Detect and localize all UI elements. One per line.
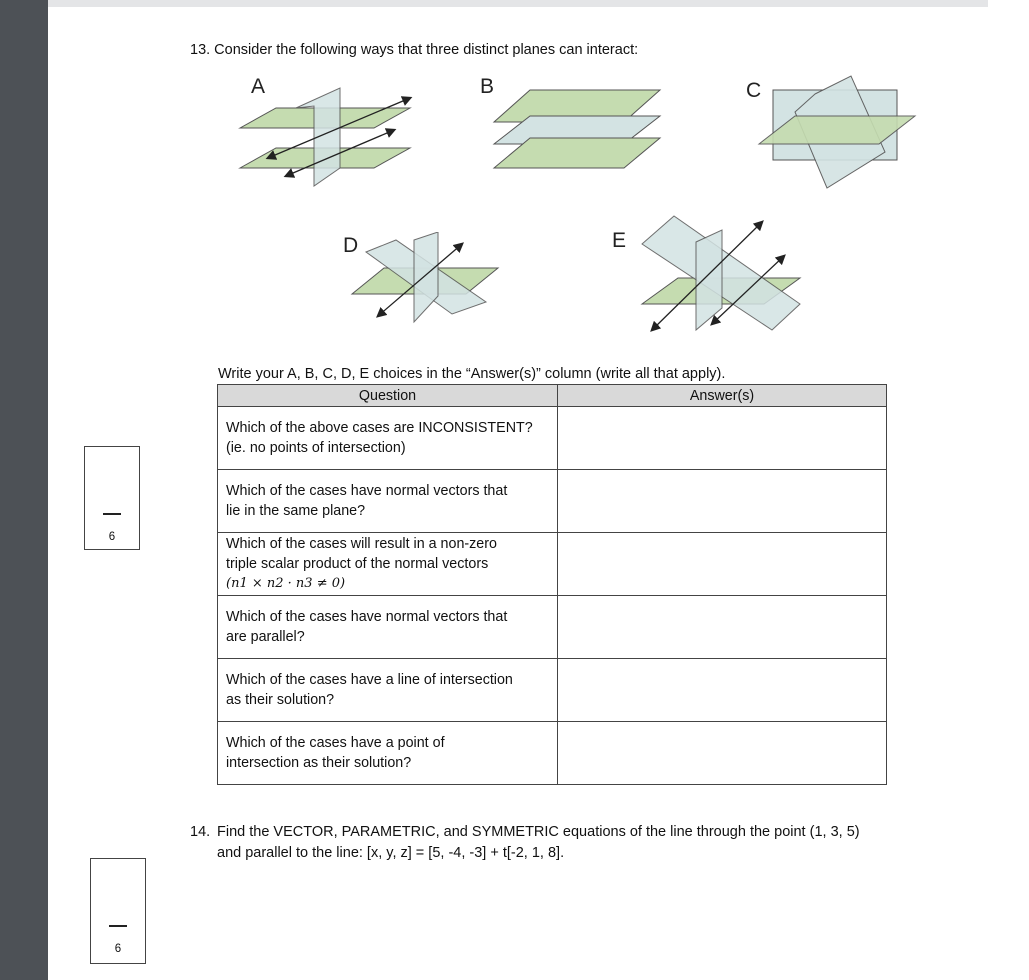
question-cell: Which of the cases will result in a non-zero triple scalar product of the normal vectors (n1 × n2 · n3 ≠ 0) <box>218 533 558 596</box>
page-top-edge <box>48 0 988 7</box>
score-blank-line <box>103 513 121 515</box>
answer-cell[interactable] <box>558 596 887 659</box>
question-cell: Which of the cases have a line of intersection as their solution? <box>218 659 558 722</box>
table-row <box>218 596 887 659</box>
question-cell: Which of the above cases are INCONSISTENT? (ie. no points of intersection) <box>218 407 558 470</box>
figure-a-label: A <box>251 75 266 98</box>
answer-cell[interactable] <box>558 659 887 722</box>
figure-b-label: B <box>480 75 495 98</box>
table-row <box>218 470 887 533</box>
score-box-q13[interactable] <box>84 446 140 550</box>
question-cell: Which of the cases have normal vectors that lie in the same plane? <box>218 470 558 533</box>
answer-cell[interactable] <box>558 722 887 785</box>
figure-c-label: C <box>746 79 762 102</box>
figure-d-label: D <box>343 234 359 257</box>
page-right-margin <box>988 0 1029 980</box>
score-total: 6 <box>114 943 122 955</box>
score-total: 6 <box>108 531 116 543</box>
question-cell: Which of the cases have normal vectors that are parallel? <box>218 596 558 659</box>
page-left-margin <box>0 0 48 980</box>
instructions: Write your A, B, C, D, E choices in the “Answer(s)” column (write all that apply). <box>218 366 726 382</box>
answer-cell[interactable] <box>558 533 887 596</box>
question-cell: Which of the cases have a point of intersection as their solution? <box>218 722 558 785</box>
figure-b-planes <box>490 86 665 172</box>
table-row <box>218 659 887 722</box>
score-box-q14[interactable] <box>90 858 146 964</box>
question-14-text <box>190 822 860 864</box>
figure-c-planes <box>755 72 920 190</box>
question-14-line2: and parallel to the line: [x, y, z] = [5, -4, -3] + t[-2, 1, 8]. <box>217 845 565 861</box>
question-14-line1: Find the VECTOR, PARAMETRIC, and SYMMETRIC equations of the line through the point (1, 3, 5) <box>217 824 860 840</box>
figure-e-label: E <box>612 229 627 252</box>
answer-cell[interactable] <box>558 407 887 470</box>
table-header-answers: Answer(s) <box>558 385 887 407</box>
figure-e-planes <box>638 212 806 334</box>
table-row <box>218 722 887 785</box>
question-14-number: 14. <box>190 824 211 840</box>
table-header-question: Question <box>218 385 558 407</box>
figure-d-planes <box>348 232 503 326</box>
answer-table <box>217 384 887 785</box>
triple-product-formula: (n1 × n2 · n3 ≠ 0) <box>226 576 346 591</box>
table-row <box>218 407 887 470</box>
question-13-title: 13. Consider the following ways that three distinct planes can interact: <box>190 42 639 58</box>
score-blank-line <box>109 925 127 927</box>
table-row <box>218 533 887 596</box>
answer-cell[interactable] <box>558 470 887 533</box>
